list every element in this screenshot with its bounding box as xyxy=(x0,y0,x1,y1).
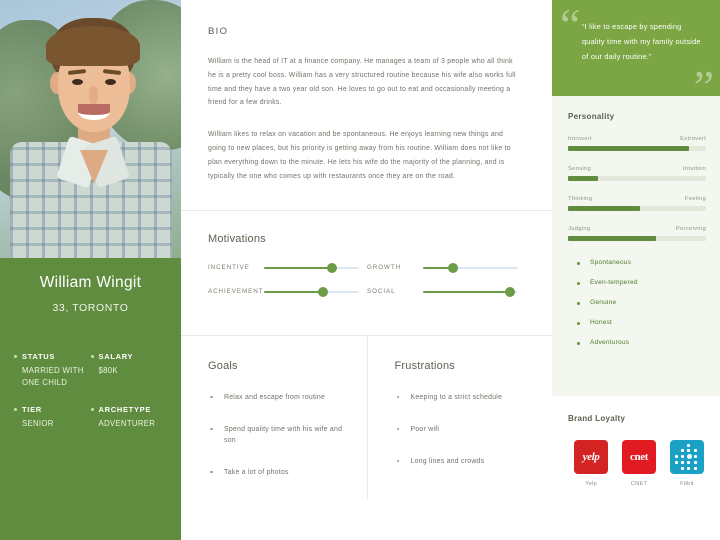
motivations-section xyxy=(181,211,552,335)
fact-label: STATUS xyxy=(14,352,91,361)
photo-hair-front xyxy=(46,26,140,66)
brand-caption: CNET xyxy=(630,481,648,487)
motivation-slider-social[interactable] xyxy=(423,287,518,297)
fitbit-dots xyxy=(674,444,700,470)
list-item: Even-tempered xyxy=(568,279,706,286)
goals-section xyxy=(181,336,367,499)
trait-bar-fill xyxy=(568,236,656,241)
list-item: Spontaneous xyxy=(568,259,706,266)
trait-label-left: Sensing xyxy=(568,166,592,172)
trait-bar xyxy=(568,176,706,181)
goals-list xyxy=(208,392,343,478)
motivations-grid xyxy=(208,263,526,311)
profile-identity xyxy=(0,274,181,314)
motivation-label: INCENTIVE xyxy=(208,264,250,271)
personality-title: Personality xyxy=(568,112,615,121)
bio-section xyxy=(181,0,552,184)
trait-label-right: Feeling xyxy=(684,196,706,202)
fact-label: TIER xyxy=(14,405,91,414)
list-item: Genuine xyxy=(568,299,706,306)
trait-label-left: Judging xyxy=(568,226,591,232)
motivations-column-left xyxy=(208,263,367,311)
trait-label-left: Thinking xyxy=(568,196,593,202)
fact-value: ADVENTURER xyxy=(98,419,156,429)
fact-item xyxy=(91,352,168,389)
persona-location: 33, TORONTO xyxy=(52,302,129,314)
slider-knob[interactable] xyxy=(448,263,458,273)
brand-item-fitbit[interactable] xyxy=(668,440,706,487)
persona-name: William Wingit xyxy=(39,274,142,291)
motivation-slider-incentive[interactable] xyxy=(264,263,359,273)
brand-item-yelp[interactable] xyxy=(572,440,610,487)
motivation-label: ACHIEVEMENT xyxy=(208,288,264,295)
list-item: Take a lot of photos xyxy=(208,467,343,478)
motivation-row xyxy=(367,263,526,273)
motivation-row xyxy=(208,263,367,273)
bio-paragraph: William is the head of IT at a finance company. He manages a team of 3 people who all think he is a pretty cool boss. William has a very structured routine because his wife also works full time and they have a two year old son. He loves to go out to eat and occasionally meeting a friend for a few drinks. xyxy=(208,58,516,107)
list-item: Long lines and crowds xyxy=(395,456,529,467)
fact-label: SALARY xyxy=(91,352,168,361)
frustrations-section xyxy=(367,336,553,499)
quote-text: “I like to escape by spending quality time with my family outside of our daily routine.” xyxy=(582,22,701,61)
slider-knob[interactable] xyxy=(505,287,515,297)
fact-item xyxy=(91,405,168,430)
quote-close-icon: ” xyxy=(693,61,714,96)
motivation-row xyxy=(208,287,367,297)
goals-frustrations-row xyxy=(181,336,552,499)
brand-item-cnet[interactable] xyxy=(620,440,658,487)
cnet-icon[interactable]: cnet xyxy=(622,440,656,474)
frustrations-title: Frustrations xyxy=(394,359,455,372)
brand-caption: Yelp xyxy=(585,481,597,487)
portrait-photo xyxy=(0,0,181,258)
motivation-label: GROWTH xyxy=(367,264,402,271)
trait-label-right: Intuition xyxy=(682,166,706,172)
brand-logo-row xyxy=(568,440,706,487)
trait-label-left: Introvert xyxy=(568,136,592,142)
trait-bar xyxy=(568,146,706,151)
fact-value: $80K xyxy=(98,366,118,375)
brand-loyalty-title: Brand Loyalty xyxy=(568,414,626,423)
fact-value: MARRIED WITH ONE CHILD xyxy=(22,366,84,388)
trait-bar xyxy=(568,206,706,211)
motivation-slider-growth[interactable] xyxy=(423,263,518,273)
brand-caption: Fitbit xyxy=(680,481,694,487)
profile-facts xyxy=(0,352,181,446)
photo-eye-right xyxy=(105,79,116,85)
slider-fill xyxy=(264,291,323,293)
list-item: Relax and escape from routine xyxy=(208,392,343,403)
bio-paragraph: William likes to relax on vacation and be spontaneous. He enjoys learning new things and going to new places, but his priority is getting away from his routine. William does not like to plan everything down to the minute. He lets his wife do the majority of the planning, and is typically the one who comes up with restaurants once they are on the road. xyxy=(208,131,511,180)
motivation-label: SOCIAL xyxy=(367,288,396,295)
motivations-title: Motivations xyxy=(208,232,266,245)
trait-label-right: Perceiving xyxy=(675,226,706,232)
slider-knob[interactable] xyxy=(318,287,328,297)
trait-label-right: Extrovert xyxy=(680,136,706,142)
slider-knob[interactable] xyxy=(327,263,337,273)
main-content xyxy=(181,0,552,540)
motivation-row xyxy=(367,287,526,297)
list-item: Adventurous xyxy=(568,339,706,346)
trait-bar-fill xyxy=(568,176,598,181)
frustrations-list xyxy=(395,392,529,467)
list-item: Honest xyxy=(568,319,706,326)
photo-eye-left xyxy=(72,79,83,85)
trait-thinking-feeling xyxy=(568,196,706,211)
photo-mouth xyxy=(78,104,110,120)
motivation-slider-achievement[interactable] xyxy=(264,287,359,297)
slider-fill xyxy=(423,291,510,293)
photo-nose xyxy=(89,86,98,104)
personality-keywords xyxy=(568,259,706,346)
goals-title: Goals xyxy=(208,359,238,372)
fact-item xyxy=(14,352,91,389)
trait-judging-perceiving xyxy=(568,226,706,241)
personality-section xyxy=(552,96,720,396)
insights-sidebar xyxy=(552,0,720,540)
trait-sensing-intuition xyxy=(568,166,706,181)
brand-loyalty-section xyxy=(552,396,720,487)
list-item: Keeping to a strict schedule xyxy=(395,392,529,403)
list-item: Spend quality time with his wife and son xyxy=(208,424,343,446)
profile-sidebar xyxy=(0,0,181,540)
fitbit-icon[interactable] xyxy=(670,440,704,474)
slider-fill xyxy=(264,267,332,269)
quote-open-icon: “ xyxy=(560,0,581,50)
motivations-column-right xyxy=(367,263,526,311)
fact-item xyxy=(14,405,91,430)
trait-bar-fill xyxy=(568,146,689,151)
trait-bar-fill xyxy=(568,206,640,211)
list-item: Poor wifi xyxy=(395,424,529,435)
fact-value: SENIOR xyxy=(22,419,54,429)
bio-title: BIO xyxy=(208,26,229,37)
trait-introvert-extrovert xyxy=(568,136,706,151)
quote-section xyxy=(552,0,720,96)
fact-label: ARCHETYPE xyxy=(91,405,168,414)
trait-bar xyxy=(568,236,706,241)
yelp-icon[interactable]: yelp xyxy=(574,440,608,474)
